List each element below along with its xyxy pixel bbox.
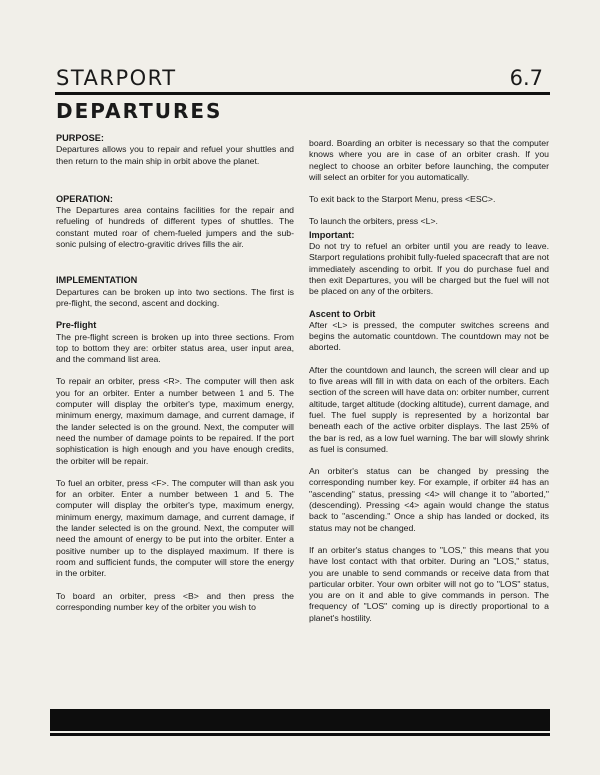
board-continued-text: board. Boarding an orbiter is necessary so that the computer knows where you are in case of an orbiter crash. If you neglect to choose an orbiter before launching, the computer will select an orbiter for you automatically. xyxy=(309,138,549,182)
ascent-heading: Ascent to Orbit xyxy=(309,308,376,319)
left-column xyxy=(56,133,294,624)
exit-text: To exit back to the Starport Menu, press <ESC>. xyxy=(309,194,496,205)
right-column xyxy=(309,138,549,635)
operation-text: The Departures area contains facilities for the repair and refueling of hundreds of different types of shuttles. The constant muted roar of chem-fueled jumpers and the sub-sonic pulsing of electro-gravitic drives fills the air. xyxy=(56,205,294,250)
board-text: To board an orbiter, press <B> and then press the corresponding number key of the orbiter you wish to xyxy=(56,590,294,612)
purpose-heading: PURPOSE: xyxy=(56,133,104,143)
repair-text: To repair an orbiter, press <R>. The computer will then ask you for an orbiter. Enter a number between 1 and 5. The computer will display the orbiter's type, maximum energy, minimum energy, maximum damage, and current damage, if the lander selected is on the ground. Next, the computer will need the number of damage points to be repaired. If the port sophistication is high enough and you have enough credits, the orbiter will be repair. xyxy=(56,376,294,466)
footer-bar xyxy=(50,709,550,731)
header-rule xyxy=(55,92,550,95)
los-text: If an orbiter's status changes to "LOS," this means that you have lost contact with that orbiter. During an "LOS," status, you are unable to send commands or receive data from that particular orbiter. Your own orbiter will not go to "LOS" status, you are on it and able to give commands in person. The frequency of "LOS" coming up is directly proportional to a planet's hostility. xyxy=(309,544,549,623)
important-text: Do not try to refuel an orbiter until you are ready to leave. Starport regulations prohibit fully-fueled spacecraft that are not immediately ascending to orbit. If you do purchase fuel and then exit Departures, you will be charged but the fuel will not be placed on any of the orbiters. xyxy=(309,241,550,297)
preflight-text: The pre-flight screen is broken up into three sections. From top to bottom they are: orbiter status area, user input area, and the command list area. xyxy=(56,331,294,365)
header-brand: STARPORT xyxy=(56,66,177,90)
implementation-text: Departures can be broken up into two sections. The first is pre-flight, the second, ascent and docking. xyxy=(56,286,294,308)
operation-heading: OPERATION: xyxy=(56,193,113,204)
footer-rule xyxy=(50,733,550,736)
page-title: DEPARTURES xyxy=(56,99,223,123)
fuel-text: To fuel an orbiter, press <F>. The computer will than ask you for an orbiter. Enter a number between 1 and 5. The computer will display the orbiter's type, maximum energy, minimum energy, maximum damage, and current damage, if the lander selected is on the ground. Next, the computer will need the amount of energy to be put into the orbiter. Enter a positive number up to the displayed maximum. If there is room and sufficient funds, the computer will store the energy in the orbiter. xyxy=(56,477,294,579)
important-heading: Important: xyxy=(309,229,355,240)
status-text: An orbiter's status can be changed by pressing the corresponding number key. For example, if orbiter #4 has an "ascending" status, pressing <4> will change it to "aborted," (descending). Pressing <4> again would change the status back to "ascending." Once a ship has landed or docked, its status may not be changed. xyxy=(309,466,549,533)
purpose-text: Departures allows you to repair and refuel your shuttles and then return to the main ship in orbit above the planet. xyxy=(56,144,294,166)
launch-text: To launch the orbiters, press <L>. xyxy=(309,216,438,227)
after-countdown-text: After the countdown and launch, the screen will clear and up to five areas will fill in with data on each of the orbiters. Each section of the screen will have data on: orbiter number, current altitude, target altitude (docking altitude), current damage, and fuel. The fuel supply is represented by a horizontal bar beneath each of the active orbiter displays. The last 25% of the bar is red, as a low fuel warning. The bar will slowly shrink as fuel is consumed. xyxy=(309,364,549,454)
ascent-text: After <L> is pressed, the computer switches screens and begins the automatic countdown. The countdown may not be aborted. xyxy=(309,319,549,353)
implementation-heading: IMPLEMENTATION xyxy=(56,275,138,286)
preflight-heading: Pre-flight xyxy=(56,320,97,331)
page-number: 6.7 xyxy=(509,66,543,90)
